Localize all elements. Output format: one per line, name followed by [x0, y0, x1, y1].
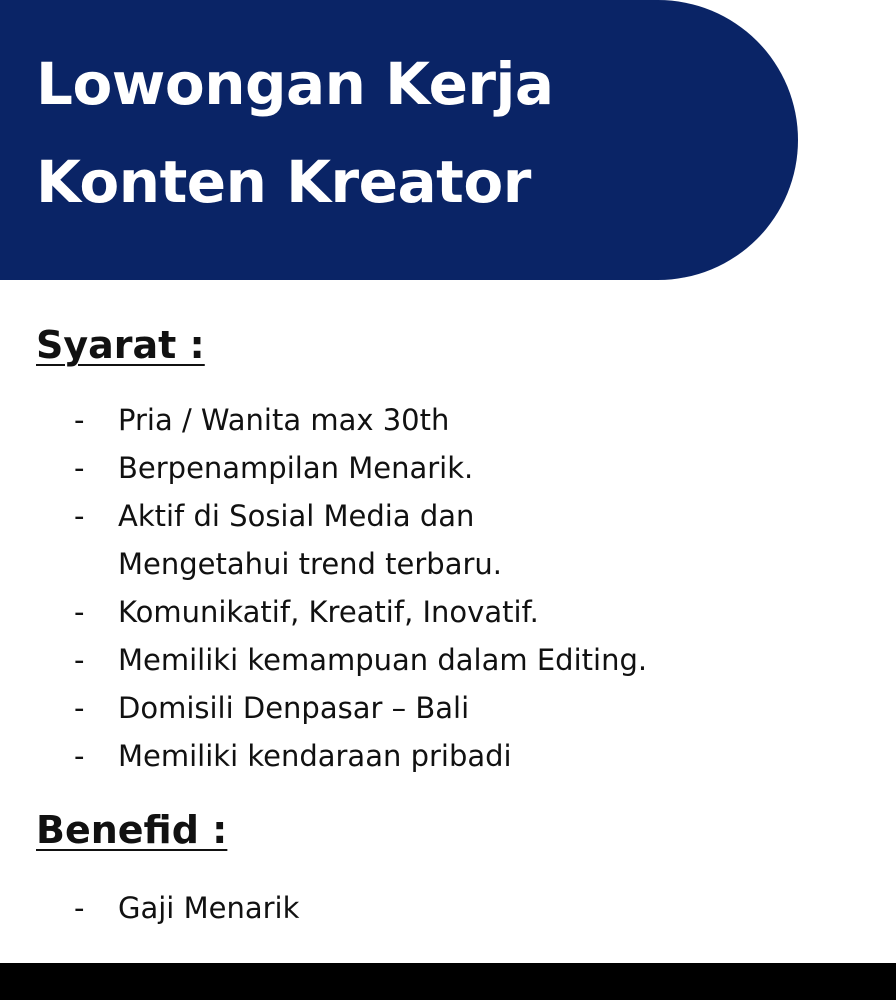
header-banner — [0, 0, 798, 280]
list-item-text: Berpenampilan Menarik. — [118, 451, 474, 485]
page-title-line-2: Konten Kreator — [36, 148, 531, 216]
list-item-text: Komunikatif, Kreatif, Inovatif. — [118, 595, 539, 629]
bullet-dash: - — [74, 499, 85, 533]
list-item-text: Aktif di Sosial Media dan Mengetahui trend terbaru. — [118, 499, 503, 581]
list-item-text: Memiliki kemampuan dalam Editing. — [118, 643, 648, 677]
bullet-dash: - — [74, 595, 85, 629]
bullet-dash: - — [74, 643, 85, 677]
benefid-heading: Benefid : — [36, 808, 228, 852]
list-item-text: Memiliki kendaraan pribadi — [118, 739, 512, 773]
page-title-line-1: Lowongan Kerja — [36, 50, 554, 118]
bullet-dash: - — [74, 739, 85, 773]
bullet-dash: - — [74, 451, 85, 485]
bullet-dash: - — [74, 891, 85, 925]
footer-bar — [0, 963, 896, 1000]
bullet-dash: - — [74, 691, 85, 725]
list-item-text: Pria / Wanita max 30th — [118, 403, 450, 437]
list-item-text: Domisili Denpasar – Bali — [118, 691, 470, 725]
bullet-dash: - — [74, 403, 85, 437]
list-item-text: Gaji Menarik — [118, 891, 300, 925]
syarat-heading: Syarat : — [36, 323, 205, 367]
